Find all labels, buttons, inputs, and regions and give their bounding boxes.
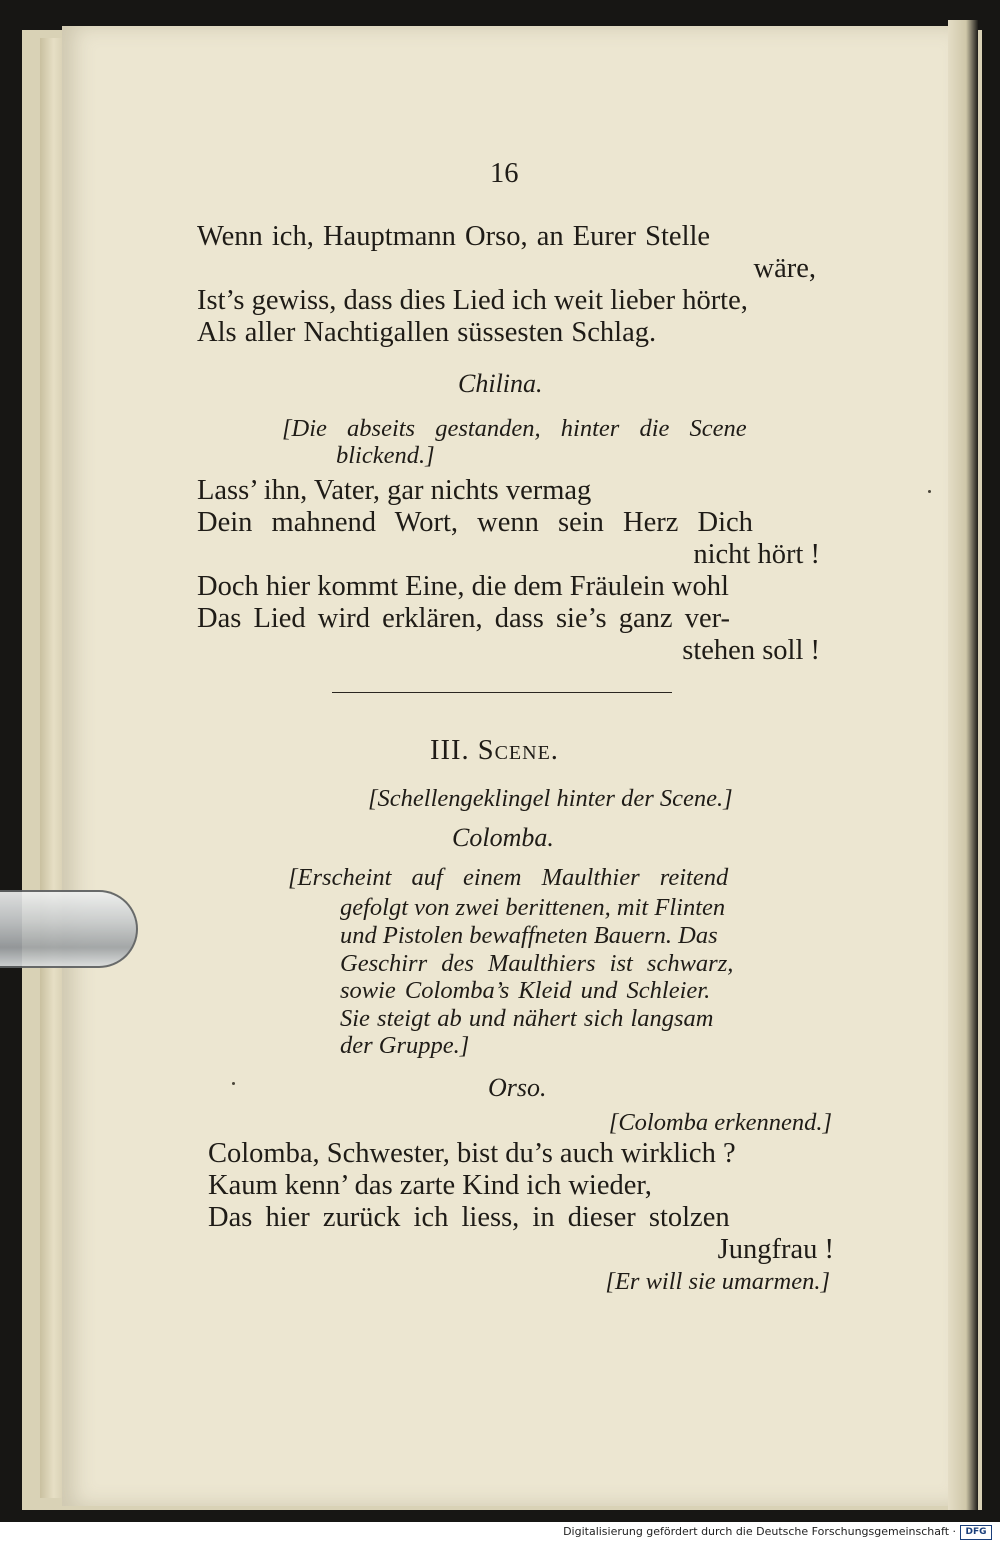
stage-direction: [Colomba erkennend.] bbox=[608, 1109, 832, 1136]
verse-line: Das hier zurück ich liess, in dieser stolzen bbox=[208, 1202, 730, 1233]
stage-direction: sowie Colomba’s Kleid und Schleier. bbox=[340, 977, 711, 1004]
page-speck bbox=[928, 490, 931, 493]
stage-direction: [Schellengeklingel hinter der Scene.] bbox=[368, 785, 733, 812]
verse-line: Colomba, Schwester, bist du’s auch wirklich ? bbox=[208, 1138, 736, 1169]
verse-line: nicht hört ! bbox=[693, 539, 820, 570]
verse-line: Jungfrau ! bbox=[717, 1234, 834, 1265]
verse-line: Das Lied wird erklären, dass sie’s ganz ver- bbox=[197, 603, 730, 634]
stage-direction: Geschirr des Maulthiers ist schwarz, bbox=[340, 950, 734, 977]
verse-line: Lass’ ihn, Vater, gar nichts vermag bbox=[197, 475, 592, 506]
stage-direction: und Pistolen bewaffneten Bauern. Das bbox=[340, 922, 718, 949]
verse-line: Kaum kenn’ das zarte Kind ich wieder, bbox=[208, 1170, 652, 1201]
stage-direction: der Gruppe.] bbox=[340, 1032, 470, 1059]
page-clip bbox=[0, 890, 138, 968]
verse-line: Als aller Nachtigallen süssesten Schlag. bbox=[197, 317, 657, 348]
scene-heading: III. Scene. bbox=[430, 735, 559, 766]
page-speck bbox=[232, 1082, 235, 1085]
stage-direction: blickend.] bbox=[336, 442, 435, 469]
dfg-logo: DFG bbox=[960, 1525, 992, 1540]
section-divider bbox=[332, 692, 672, 693]
stage-direction: [Die abseits gestanden, hinter die Scene bbox=[282, 415, 747, 442]
footer-credit: Digitalisierung gefördert durch die Deutsche Forschungsgemeinschaft · bbox=[563, 1525, 956, 1538]
speaker-name: Colomba. bbox=[452, 823, 554, 852]
page-right-edge bbox=[948, 20, 978, 1510]
verse-line: wäre, bbox=[753, 253, 816, 284]
speaker-name: Orso. bbox=[488, 1073, 547, 1102]
page-number: 16 bbox=[490, 158, 519, 189]
speaker-name: Chilina. bbox=[458, 369, 543, 398]
stage-direction: [Erscheint auf einem Maulthier reitend bbox=[288, 864, 729, 891]
stage-direction: gefolgt von zwei berittenen, mit Flinten bbox=[340, 894, 726, 921]
stage-direction: Sie steigt ab und nähert sich langsam bbox=[340, 1005, 714, 1032]
verse-line: Dein mahnend Wort, wenn sein Herz Dich bbox=[197, 507, 753, 538]
stage-direction: [Er will sie umarmen.] bbox=[605, 1268, 830, 1295]
footer-bar bbox=[0, 1522, 1000, 1545]
verse-line: Ist’s gewiss, dass dies Lied ich weit lieber hörte, bbox=[197, 285, 748, 316]
verse-line: Doch hier kommt Eine, die dem Fräulein wohl bbox=[197, 571, 729, 602]
verse-line: stehen soll ! bbox=[682, 635, 820, 666]
verse-line: Wenn ich, Hauptmann Orso, an Eurer Stelle bbox=[197, 221, 711, 252]
